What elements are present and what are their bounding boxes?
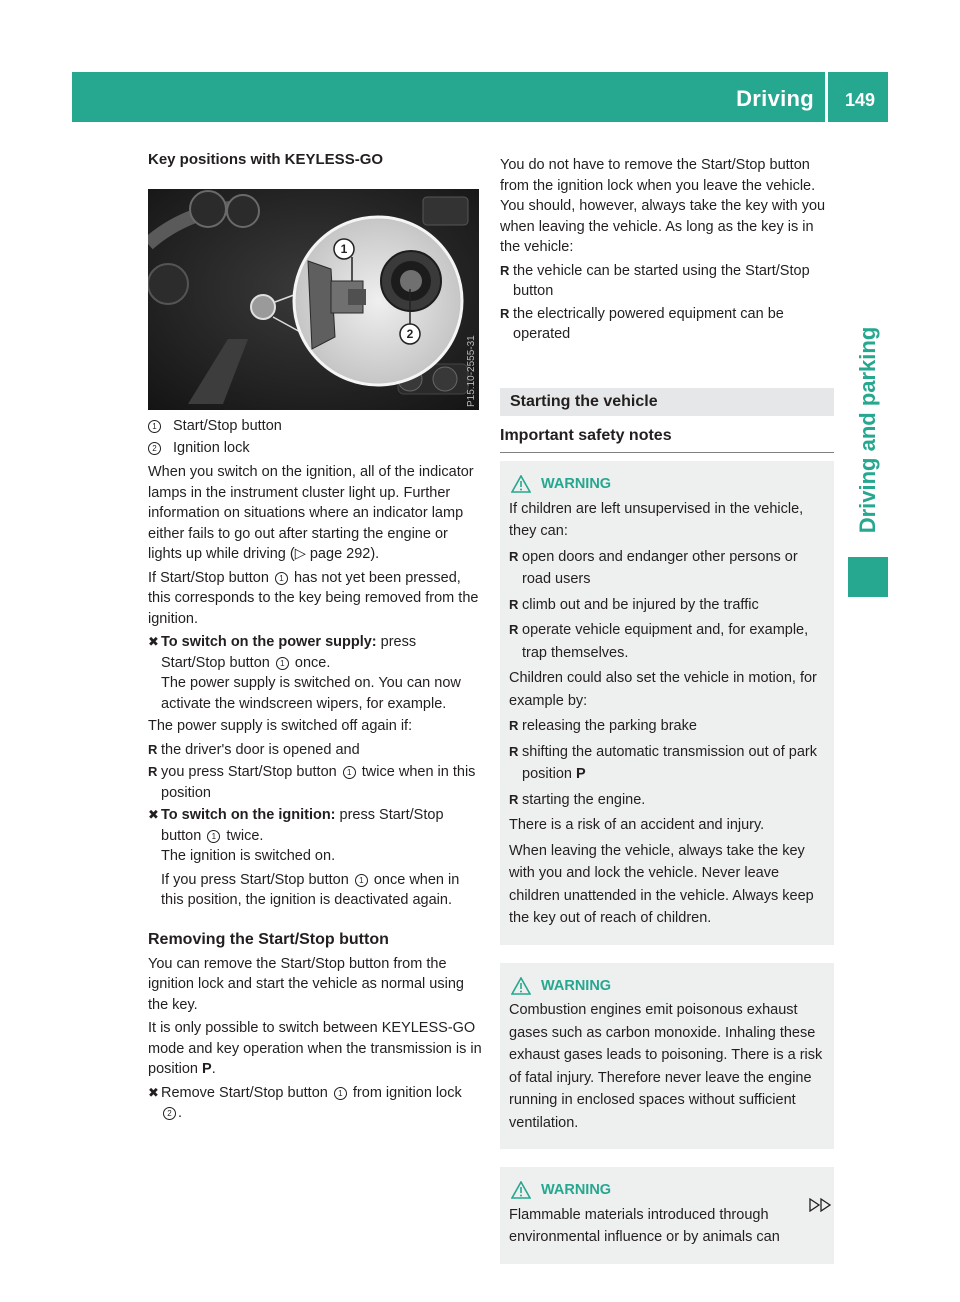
callout-1-icon: 1 xyxy=(275,572,288,585)
figure-code: P15.10-2555-31 xyxy=(466,335,477,407)
bullet-icon: R xyxy=(148,741,158,757)
list-item: R operate vehicle equipment and, for example, trap themselves. xyxy=(509,619,825,664)
list-item: R the vehicle can be started using the Start/Stop button xyxy=(500,262,810,299)
step-arrow-icon: ✖ xyxy=(148,634,159,649)
callout-2-icon: 2 xyxy=(148,442,161,455)
callout-1-icon: 1 xyxy=(334,1087,347,1100)
warning-label: WARNING xyxy=(541,977,612,994)
list-item: R the driver's door is opened and xyxy=(148,740,482,761)
paragraph-ignition-lamps: When you switch on the ignition, all of the indicator lamps in the instrument cluster light up. Further information on situations where an indicator lamp either fails to go out after starting the engine or lights up while driving (▷ page 292). xyxy=(148,464,474,562)
bullet-icon: R xyxy=(500,305,510,321)
bullet-icon: R xyxy=(148,764,158,779)
callout-1-icon: 1 xyxy=(148,420,161,433)
page-number: 149 xyxy=(844,90,876,110)
warning-triangle-icon xyxy=(511,475,531,493)
side-tab-label: Driving and parking xyxy=(855,326,880,534)
warning-box-flammable: WARNING Flammable materials introduced through environmental influence or by animals can xyxy=(500,1167,834,1264)
side-tab-marker xyxy=(848,557,888,597)
figure-callout-1: 1 xyxy=(340,242,348,256)
step-result: The ignition is switched on. xyxy=(161,848,336,864)
bullet-icon: R xyxy=(509,743,519,759)
legend-text-2: Ignition lock xyxy=(173,439,250,456)
callout-1-icon: 1 xyxy=(207,830,220,843)
callout-1-icon: 1 xyxy=(276,657,289,670)
bullet-icon: R xyxy=(509,718,519,733)
list-item: R the electrically powered equipment can be operated xyxy=(500,305,784,342)
paragraph-not-pressed: If Start/Stop button 1 has not yet been pressed, this corresponds to the key being removed from the ignition. xyxy=(148,569,479,627)
section-banner-starting: Starting the vehicle xyxy=(500,388,834,416)
list-item: R shifting the automatic transmission out of park position P xyxy=(509,741,825,786)
legend-item-2 xyxy=(148,438,482,459)
step-note: If you press Start/Stop button 1 once when in this position, the ignition is deactivated again. xyxy=(161,871,460,908)
figure-callout-2: 2 xyxy=(406,327,414,341)
ignition-illustration xyxy=(148,189,479,410)
bullet-icon: R xyxy=(509,596,519,612)
page-reference-icon: ▷ xyxy=(294,546,306,562)
list-item: R you press Start/Stop button 1 twice when in this position xyxy=(148,764,476,801)
callout-2-icon: 2 xyxy=(163,1107,176,1120)
header-section-title: Driving xyxy=(736,86,814,111)
left-column xyxy=(148,150,482,1126)
instruction-step-ignition: ✖ To switch on the ignition: press Start/Stop button 1 twice. The ignition is switched on. If you press Start/Stop button 1 once when in this position, the ignition is deactivated again. xyxy=(148,805,482,914)
step-result: The power supply is switched on. You can now activate the windscreen wipers, for example. xyxy=(161,675,461,712)
warning-box-children: WARNING If children are left unsupervised in the vehicle, they can: R open doors and endanger other persons or road users R climb out and be injured by the traffic R operate vehicle equipment and, for example, trap themselves. Children could also set the vehicle in motion, for example by: R releasing the parking brake R shifting the automatic transmission out of park position P R starting the engine. There is a risk of an accident and injury. When leaving the vehicle, always take the key with you and lock the vehicle. Never leave children unattended in the vehicle. Always keep the key out of reach of children. xyxy=(500,461,834,945)
warning-label: WARNING xyxy=(541,476,612,492)
warning-label: WARNING xyxy=(541,1182,612,1198)
step-arrow-icon: ✖ xyxy=(148,1084,159,1100)
warning-box-exhaust: WARNING Combustion engines emit poisonous exhaust gases such as carbon monoxide. Inhaling these exhaust gases leads to poisoning. There is a risk of fatal injury. Therefore never leave the engine running in enclosed spaces without sufficient ventilation. xyxy=(500,963,834,1150)
warning-triangle-icon xyxy=(511,1181,531,1199)
subsection-title-safety: Important safety notes xyxy=(500,426,834,454)
instruction-step-remove: ✖ Remove Start/Stop button 1 from ignition lock 2 . xyxy=(148,1084,462,1121)
subsection-title-removing: Removing the Start/Stop button xyxy=(148,930,389,948)
continue-arrows-icon xyxy=(809,1198,833,1212)
bullet-icon: R xyxy=(509,622,519,637)
paragraph-switched-off: The power supply is switched off again if: xyxy=(148,718,413,734)
right-column xyxy=(500,155,834,1264)
list-item: R releasing the parking brake xyxy=(509,715,825,738)
step-arrow-icon: ✖ xyxy=(148,807,159,822)
page-reference-link[interactable]: page 292). xyxy=(305,546,380,562)
bullet-icon: R xyxy=(500,262,510,278)
instruction-step-power: ✖ To switch on the power supply: press Start/Stop button 1 once. The power supply is switched on. You can now activate the windscreen wipers, for example. xyxy=(148,634,461,712)
list-item: R climb out and be injured by the traffic xyxy=(509,594,825,617)
ignition-figure xyxy=(148,189,479,410)
legend-text-1: Start/Stop button xyxy=(173,418,282,434)
legend-item-1 xyxy=(148,416,482,437)
paragraph-key-in-vehicle: You do not have to remove the Start/Stop button from the ignition lock when you leave the vehicle. You should, however, always take the key with you when leaving the vehicle. As long as the key is in the vehicle: xyxy=(500,157,826,255)
list-item: R open doors and endanger other persons or road users xyxy=(509,546,825,591)
page-header xyxy=(72,72,888,122)
callout-1-icon: 1 xyxy=(343,766,356,779)
callout-1-icon: 1 xyxy=(355,874,368,887)
paragraph-keyless-mode: It is only possible to switch between KEYLESS-GO mode and key operation when the transmission is in position P. xyxy=(148,1020,482,1077)
bullet-icon: R xyxy=(509,791,519,807)
list-item: R starting the engine. xyxy=(509,789,825,812)
bullet-icon: R xyxy=(509,548,519,564)
section-title-keyless: Key positions with KEYLESS-GO xyxy=(148,151,384,168)
header-separator xyxy=(825,72,828,122)
paragraph-remove-button: You can remove the Start/Stop button from the ignition lock and start the vehicle as normal using the key. xyxy=(148,955,464,1013)
warning-triangle-icon xyxy=(511,977,531,995)
